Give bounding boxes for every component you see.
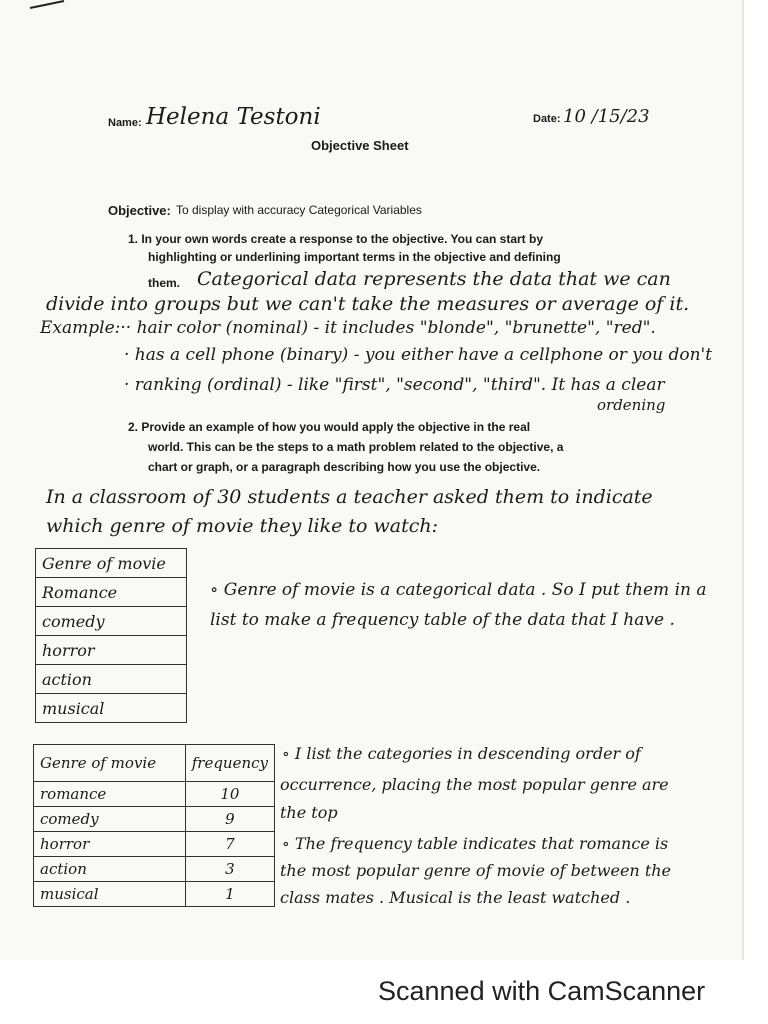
genre-list-table	[35, 548, 187, 723]
table-row	[34, 782, 275, 807]
table-row	[34, 807, 275, 832]
q2-prompt-line3: chart or graph, or a paragraph describing how you use the objective.	[148, 460, 541, 474]
frequency-table	[33, 744, 275, 907]
camscanner-watermark: Scanned with CamScanner	[378, 976, 706, 1006]
q1-example-line3: · ranking (ordinal) - like "first", "second", "third". It has a clear	[124, 375, 665, 395]
q1-example-line2: · has a cell phone (binary) - you either have a cellphone or you don't	[124, 345, 713, 365]
table-row	[36, 549, 187, 578]
freq-note-line2: occurrence, placing the most popular genre are	[280, 775, 669, 794]
freq-note-line3: the top	[280, 803, 338, 822]
table-cell: 3	[185, 857, 274, 882]
table-row	[34, 832, 275, 857]
q1-prompt-line3: them.	[148, 276, 181, 290]
table-header-cell: Genre of movie	[34, 745, 186, 782]
q1-example-line4: ordening	[597, 396, 666, 414]
table-cell: comedy	[34, 807, 186, 832]
table-cell: horror	[34, 832, 186, 857]
table-cell: action	[34, 857, 186, 882]
q1-answer-line1: Categorical data represents the data that we can	[197, 268, 671, 290]
freq-note-line6: class mates . Musical is the least watched .	[280, 888, 631, 907]
page-title: Objective Sheet	[311, 138, 409, 153]
table-cell: action	[36, 665, 187, 694]
name-value: Helena Testoni	[146, 104, 321, 130]
table-row	[36, 636, 187, 665]
q2-prompt-line2: world. This can be the steps to a math problem related to the objective, a	[148, 440, 564, 454]
q1-answer-line2: divide into groups but we can't take the measures or average of it.	[46, 293, 690, 315]
list-note-line2: list to make a frequency table of the data that I have .	[210, 610, 675, 630]
table-cell: horror	[36, 636, 187, 665]
table-cell: comedy	[36, 607, 187, 636]
list-note-line1: ∘ Genre of movie is a categorical data . So I put them in a	[210, 580, 707, 600]
table-cell: romance	[34, 782, 186, 807]
table-cell: 1	[185, 882, 274, 907]
table-header-row	[34, 745, 275, 782]
table-row	[36, 694, 187, 723]
freq-note-line4: ∘ The frequency table indicates that romance is	[282, 834, 669, 853]
table-cell: Romance	[36, 578, 187, 607]
objective-label: Objective:	[108, 203, 171, 218]
freq-note-line1: ∘ I list the categories in descending order of	[282, 744, 641, 763]
q1-example-line1: Example:·· hair color (nominal) - it includes "blonde", "brunette", "red".	[40, 318, 656, 338]
table-cell: musical	[34, 882, 186, 907]
table-cell: 7	[185, 832, 274, 857]
table-cell: 9	[185, 807, 274, 832]
q2-intro-line2: which genre of movie they like to watch:	[46, 515, 439, 537]
q2-prompt-line1: 2. Provide an example of how you would apply the objective in the real	[128, 420, 531, 434]
table-row	[34, 857, 275, 882]
table-header-cell: frequency	[185, 745, 274, 782]
table-row	[36, 607, 187, 636]
table-row	[36, 665, 187, 694]
q1-prompt-line2: highlighting or underlining important terms in the objective and defining	[148, 250, 561, 264]
table-row	[36, 578, 187, 607]
date-value: 10 /15/23	[563, 106, 650, 127]
table-row	[34, 882, 275, 907]
pen-stroke-mark	[28, 0, 68, 10]
freq-note-line5: the most popular genre of movie of between the	[280, 861, 672, 880]
objective-text: To display with accuracy Categorical Variables	[176, 203, 422, 217]
q1-prompt-line1: 1. In your own words create a response to the objective. You can start by	[128, 232, 544, 246]
table-cell: 10	[185, 782, 274, 807]
name-label: Name:	[108, 117, 142, 129]
q2-intro-line1: In a classroom of 30 students a teacher asked them to indicate	[46, 486, 653, 508]
date-label: Date:	[533, 113, 561, 125]
table-header-cell: Genre of movie	[36, 549, 187, 578]
table-cell: musical	[36, 694, 187, 723]
